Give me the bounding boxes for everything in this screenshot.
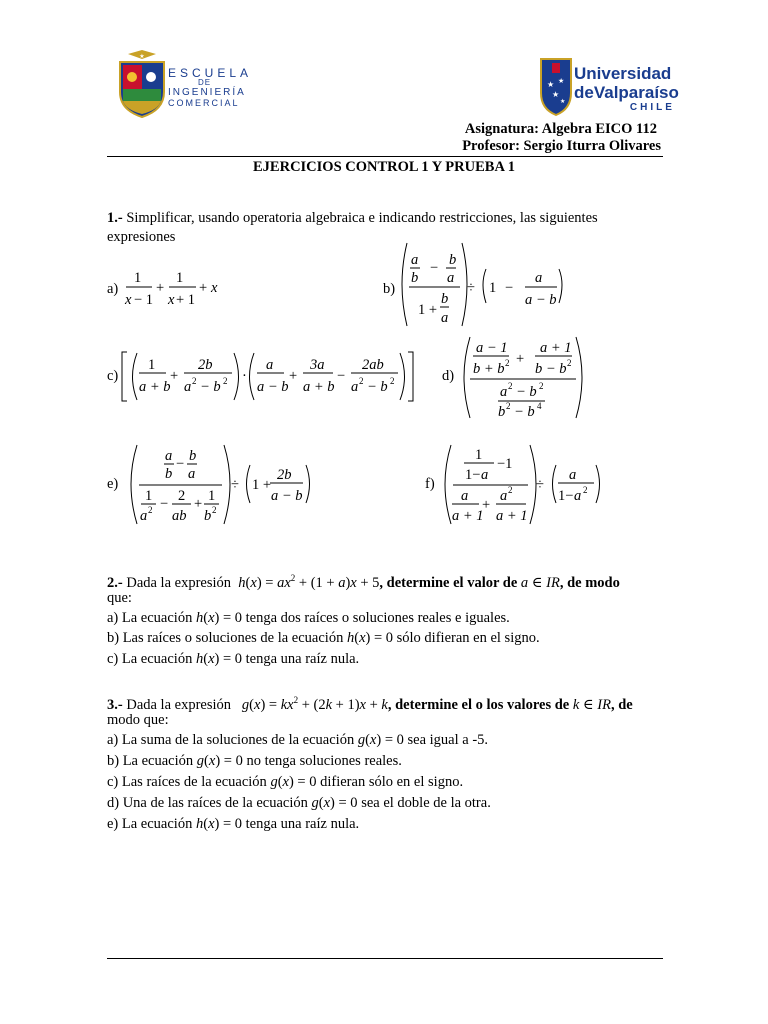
svg-text:2: 2: [508, 381, 513, 391]
svg-text:a: a: [535, 270, 543, 286]
svg-text:b: b: [441, 291, 449, 307]
svg-text:a + 1: a + 1: [452, 508, 484, 524]
q2-item-c: c) La ecuación h(x) = 0 tenga una raíz nula.: [107, 651, 360, 667]
svg-text:b: b: [204, 508, 212, 524]
svg-text:2b: 2b: [277, 467, 292, 483]
svg-text:b: b: [449, 252, 457, 268]
svg-text:− b: − b: [516, 384, 537, 400]
svg-text:★: ★: [547, 80, 555, 89]
svg-text:−: −: [337, 368, 346, 384]
svg-text:a: a: [165, 448, 173, 464]
formula-a: [124, 270, 218, 308]
svg-text:÷: ÷: [467, 280, 475, 296]
svg-text:− 1: − 1: [134, 292, 154, 308]
svg-text:ab: ab: [172, 508, 187, 524]
svg-text:1−: 1−: [465, 467, 481, 483]
svg-text:a − b: a − b: [525, 292, 557, 308]
svg-text:2: 2: [567, 358, 572, 368]
formula-b: [402, 243, 562, 326]
svg-text:1 +: 1 +: [252, 477, 272, 493]
page-title: EJERCICIOS CONTROL 1 Y PRUEBA 1: [253, 159, 515, 175]
q2-line2: que:: [107, 590, 132, 606]
svg-text:1: 1: [489, 280, 497, 296]
svg-text:+: +: [156, 280, 165, 296]
svg-text:★: ★: [139, 54, 145, 60]
q2-item-b: b) Las raíces o soluciones de la ecuación h(x) = 0 sólo difieran en el signo.: [107, 630, 540, 646]
formula-e: [131, 445, 310, 524]
school-name: ESCUELA DE INGENIERÍA COMERCIAL: [168, 66, 253, 108]
svg-text:a: a: [461, 488, 469, 504]
svg-text:2ab: 2ab: [362, 357, 384, 373]
svg-text:4: 4: [537, 401, 542, 411]
svg-text:1 +: 1 +: [418, 302, 438, 318]
svg-text:2: 2: [359, 376, 364, 386]
q2-item-a: a) La ecuación h(x) = 0 tenga dos raíces o soluciones reales e iguales.: [107, 610, 510, 626]
svg-text:b − b: b − b: [535, 361, 567, 377]
svg-text:2: 2: [212, 505, 217, 515]
svg-text:1: 1: [134, 270, 142, 286]
svg-text:−: −: [160, 496, 169, 512]
svg-text:2: 2: [506, 401, 511, 411]
q3-item-a: a) La suma de la soluciones de la ecuación g(x) = 0 sea igual a -5.: [107, 732, 489, 748]
university-name: Universidad deValparaíso CHILE: [574, 64, 679, 113]
svg-text:− b: − b: [367, 379, 388, 395]
formula-f: [445, 445, 600, 524]
q1-text: 1.- Simplificar, usando operatoria algebraica e indicando restricciones, las siguientes: [107, 210, 598, 226]
svg-text:+: +: [170, 368, 179, 384]
svg-text:a − b: a − b: [271, 488, 303, 504]
svg-text:2: 2: [390, 376, 395, 386]
svg-text:a + b: a + b: [303, 379, 335, 395]
svg-text:+ 1: + 1: [176, 292, 196, 308]
svg-text:−1: −1: [497, 456, 513, 472]
svg-text:+: +: [289, 368, 298, 384]
svg-text:a: a: [447, 270, 455, 286]
svg-text:2: 2: [223, 376, 228, 386]
svg-text:a: a: [266, 357, 274, 373]
svg-text:a: a: [441, 310, 449, 326]
svg-text:b: b: [411, 270, 419, 286]
q3-line2: modo que:: [107, 712, 169, 728]
svg-text:1: 1: [176, 270, 184, 286]
svg-text:2: 2: [583, 485, 588, 495]
svg-text:+: +: [516, 351, 525, 367]
q1-text-2: expresiones: [107, 229, 176, 245]
svg-text:2: 2: [148, 505, 153, 515]
svg-text:+: +: [199, 280, 208, 296]
svg-text:−: −: [176, 456, 185, 472]
q3-item-b: b) La ecuación g(x) = 0 no tenga soluciones reales.: [107, 753, 402, 769]
q1-label-b: b): [383, 281, 396, 297]
subject-line: Asignatura: Algebra EICO 112: [464, 121, 657, 137]
svg-text:·: ·: [242, 368, 247, 384]
svg-text:a: a: [188, 466, 196, 482]
svg-text:a: a: [481, 467, 489, 483]
q3-statement: 3.- Dada la expresión $g(x) = kx^2 + (2k + 1)x + k$, determine el o los valores de k ∈ IR, de: [107, 695, 633, 713]
svg-text:x: x: [211, 280, 218, 296]
q3-expression: g: [234, 696, 250, 713]
q1-label-e: e): [107, 476, 119, 492]
q2-expression: h: [234, 574, 246, 591]
svg-text:a − b: a − b: [257, 379, 289, 395]
svg-text:★: ★: [558, 77, 565, 85]
svg-text:−: −: [430, 260, 439, 276]
svg-text:a: a: [569, 467, 577, 483]
formula-c: [122, 352, 413, 401]
q2-statement: 2.- Dada la expresión $h(x) = ax^2 + (1 + a)x + 5$, determine el valor de a ∈ IR, de modo: [107, 573, 620, 591]
q1-label-a: a): [107, 281, 119, 297]
svg-text:2: 2: [508, 485, 513, 495]
svg-text:a − 1: a − 1: [476, 340, 508, 356]
svg-text:★: ★: [560, 99, 566, 105]
svg-text:− b: − b: [514, 404, 535, 420]
svg-text:★: ★: [552, 90, 560, 99]
svg-text:a: a: [140, 508, 148, 524]
svg-text:+: +: [482, 497, 491, 513]
svg-text:÷: ÷: [536, 477, 544, 493]
svg-text:1: 1: [208, 488, 216, 504]
q1-label-d: d): [442, 368, 455, 384]
svg-text:a: a: [500, 384, 508, 400]
svg-text:a: a: [351, 379, 359, 395]
professor-line: Profesor: Sergio Iturra Olivares: [462, 138, 661, 154]
svg-text:2: 2: [178, 488, 186, 504]
svg-text:a: a: [184, 379, 192, 395]
svg-text:÷: ÷: [231, 477, 239, 493]
svg-text:2: 2: [505, 358, 510, 368]
svg-text:−: −: [505, 280, 514, 296]
svg-text:a + 1: a + 1: [496, 508, 528, 524]
q1-label-c: c): [107, 368, 119, 384]
svg-text:1−: 1−: [558, 488, 574, 504]
svg-text:2: 2: [539, 381, 544, 391]
q3-item-e: e) La ecuación h(x) = 0 tenga una raíz nula.: [107, 816, 360, 832]
svg-text:b + b: b + b: [473, 361, 505, 377]
svg-text:+: +: [194, 496, 203, 512]
svg-text:a: a: [411, 252, 419, 268]
svg-text:2b: 2b: [198, 357, 213, 373]
formula-d: [464, 337, 582, 420]
svg-text:1: 1: [148, 357, 156, 373]
footer-rule: [107, 958, 663, 959]
svg-text:3a: 3a: [310, 357, 325, 373]
svg-text:x: x: [125, 292, 132, 308]
svg-text:a + b: a + b: [139, 379, 171, 395]
svg-text:a: a: [574, 488, 582, 504]
svg-text:b: b: [189, 448, 197, 464]
svg-text:2: 2: [192, 376, 197, 386]
q1-label-f: f): [425, 476, 435, 492]
svg-text:b: b: [498, 404, 506, 420]
svg-text:− b: − b: [200, 379, 221, 395]
svg-text:a: a: [500, 488, 508, 504]
q3-item-c: c) Las raíces de la ecuación g(x) = 0 difieran sólo en el signo.: [107, 774, 464, 790]
svg-text:b: b: [165, 466, 173, 482]
svg-text:x: x: [168, 292, 175, 308]
q3-item-d: d) Una de las raíces de la ecuación g(x) = 0 sea el doble de la otra.: [107, 795, 491, 811]
svg-text:1: 1: [475, 447, 483, 463]
svg-text:1: 1: [145, 488, 153, 504]
svg-text:a + 1: a + 1: [540, 340, 572, 356]
